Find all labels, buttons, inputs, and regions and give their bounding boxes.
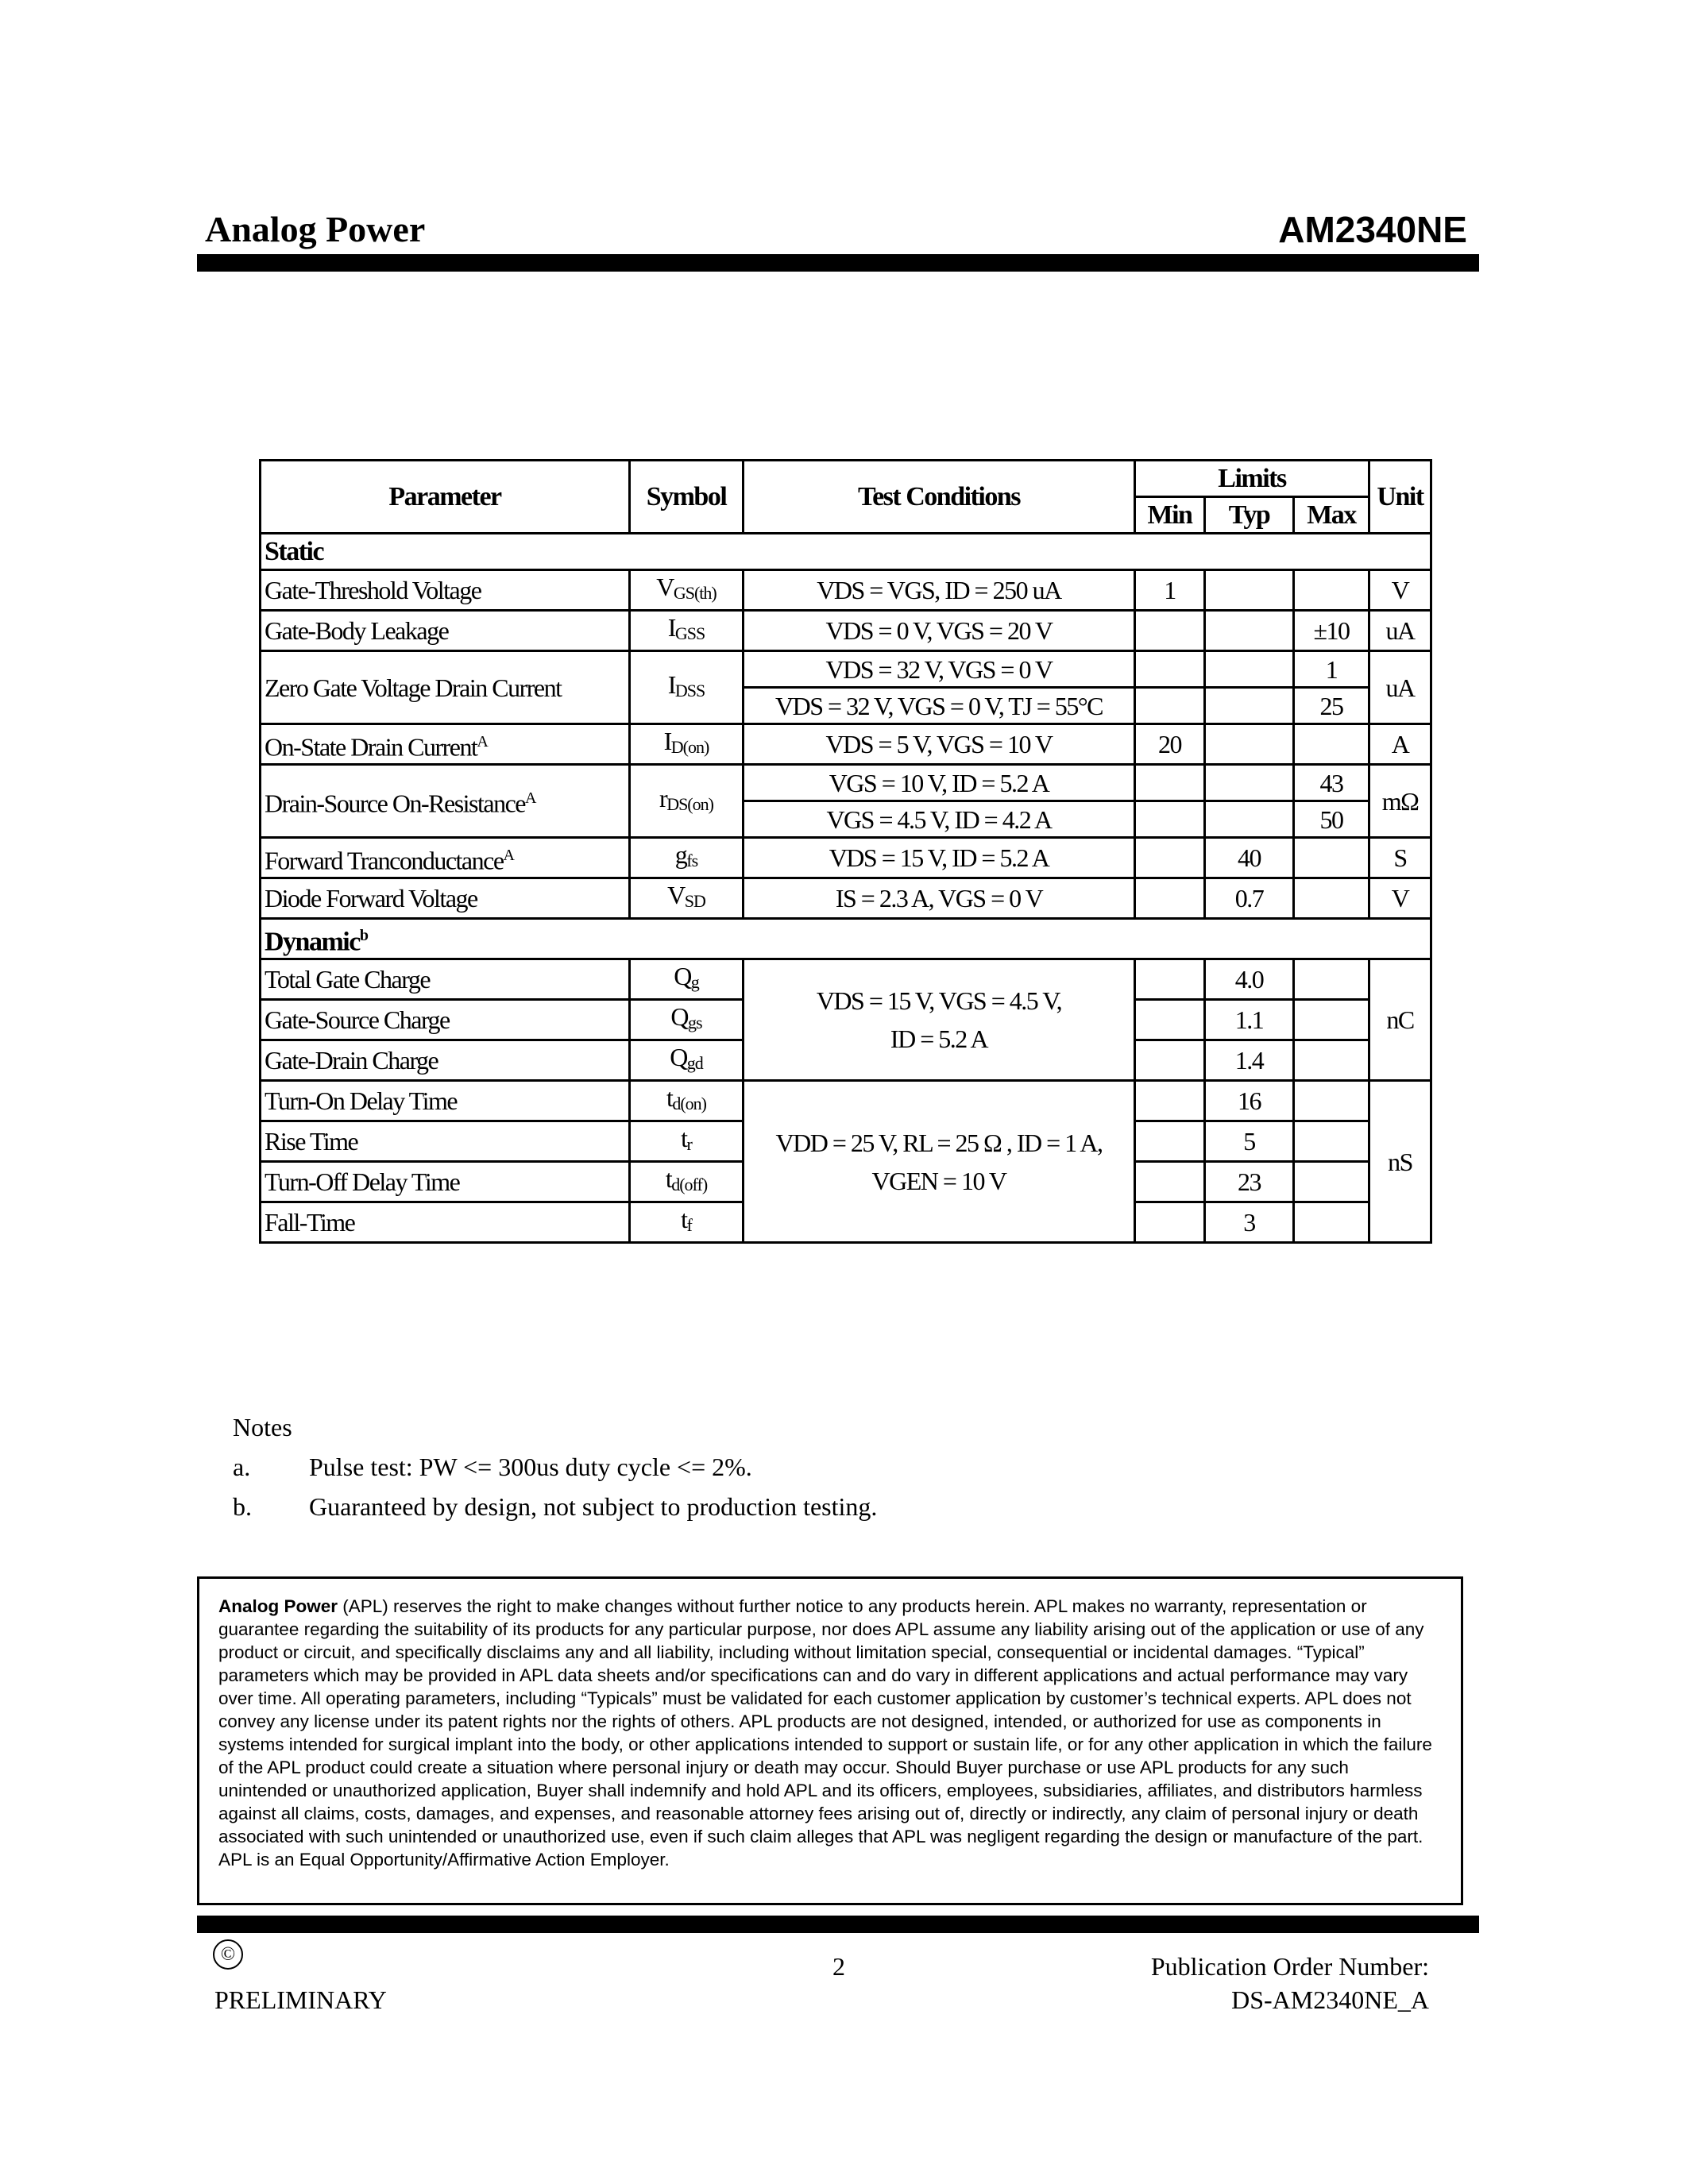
- table-row: [261, 765, 1431, 801]
- unit-cell: nS: [1369, 1081, 1431, 1243]
- section-static: [261, 534, 1431, 570]
- typ-cell: [1205, 570, 1294, 611]
- unit-cell: uA: [1369, 611, 1431, 651]
- page-number: 2: [832, 1952, 845, 1981]
- min-cell: [1135, 838, 1205, 878]
- condition-cell: VGS = 10 V, ID = 5.2 A: [744, 765, 1135, 801]
- max-cell: [1294, 570, 1369, 611]
- condition-cell: VDS = 5 V, VGS = 10 V: [744, 724, 1135, 765]
- param-cell: Total Gate Charge: [261, 959, 630, 1000]
- header-typ: Typ: [1205, 497, 1294, 534]
- table-row: [261, 570, 1431, 611]
- symbol-cell: $t_r$: [630, 1121, 744, 1162]
- symbol-cell: $I_{D(on)}$: [630, 724, 744, 765]
- min-cell: 20: [1135, 724, 1205, 765]
- max-cell: 43: [1294, 765, 1369, 801]
- max-cell: [1294, 1040, 1369, 1081]
- max-cell: [1294, 878, 1369, 919]
- unit-cell: S: [1369, 838, 1431, 878]
- unit-cell: A: [1369, 724, 1431, 765]
- typ-cell: [1205, 651, 1294, 688]
- typ-cell: 1.4: [1205, 1040, 1294, 1081]
- typ-cell: 0.7: [1205, 878, 1294, 919]
- symbol-cell: $t_f$: [630, 1202, 744, 1243]
- section-label: Dynamic$^b$: [261, 919, 1431, 959]
- condition-cell: VDS = 32 V, VGS = 0 V: [744, 651, 1135, 688]
- notes-title: Notes: [233, 1413, 292, 1441]
- max-cell: [1294, 1202, 1369, 1243]
- max-cell: [1294, 838, 1369, 878]
- min-cell: [1135, 1040, 1205, 1081]
- max-cell: [1294, 959, 1369, 1000]
- notes-section: [233, 1407, 877, 1526]
- condition-cell: VDS = VGS, ID = 250 uA: [744, 570, 1135, 611]
- header-rule: [197, 254, 1479, 272]
- unit-cell: mΩ: [1369, 765, 1431, 838]
- symbol-cell: $V_{SD}$: [630, 878, 744, 919]
- param-cell: Forward Tranconductance$^A$: [261, 838, 630, 878]
- condition-cell: VDD = 25 V, RL = 25 Ω , ID = 1 A, VGEN = 10 V: [744, 1081, 1135, 1243]
- footer-rule: [197, 1916, 1479, 1933]
- note-label: b.: [233, 1492, 252, 1521]
- table-row: [261, 651, 1431, 688]
- header-test-conditions: Test Conditions: [744, 461, 1135, 534]
- min-cell: [1135, 1202, 1205, 1243]
- max-cell: [1294, 1121, 1369, 1162]
- section-label: Static: [261, 534, 1431, 570]
- typ-cell: [1205, 611, 1294, 651]
- symbol-cell: $V_{GS(th)}$: [630, 570, 744, 611]
- min-cell: [1135, 611, 1205, 651]
- table-row: [261, 611, 1431, 651]
- table-row: [261, 724, 1431, 765]
- table-row: [261, 878, 1431, 919]
- typ-cell: 5: [1205, 1121, 1294, 1162]
- disclaimer-lead: Analog Power: [218, 1596, 338, 1616]
- condition-cell: IS = 2.3 A, VGS = 0 V: [744, 878, 1135, 919]
- symbol-cell: $g_{fs}$: [630, 838, 744, 878]
- max-cell: [1294, 1081, 1369, 1121]
- min-cell: [1135, 801, 1205, 838]
- typ-cell: 40: [1205, 838, 1294, 878]
- max-cell: [1294, 1162, 1369, 1202]
- symbol-cell: $t_{d(on)}$: [630, 1081, 744, 1121]
- param-cell: Gate-Drain Charge: [261, 1040, 630, 1081]
- symbol-cell: $Q_{gs}$: [630, 1000, 744, 1040]
- publication-label: Publication Order Number:: [1150, 1952, 1429, 1981]
- note-text: Guaranteed by design, not subject to production testing.: [309, 1492, 878, 1521]
- condition-cell: VDS = 15 V, ID = 5.2 A: [744, 838, 1135, 878]
- header-limits: Limits: [1135, 461, 1369, 497]
- symbol-cell: $t_{d(off)}$: [630, 1162, 744, 1202]
- unit-cell: V: [1369, 570, 1431, 611]
- symbol-cell: $Q_g$: [630, 959, 744, 1000]
- param-cell: Zero Gate Voltage Drain Current: [261, 651, 630, 724]
- param-cell: Turn-On Delay Time: [261, 1081, 630, 1121]
- typ-cell: 16: [1205, 1081, 1294, 1121]
- param-cell: Diode Forward Voltage: [261, 878, 630, 919]
- param-cell: Turn-Off Delay Time: [261, 1162, 630, 1202]
- table-row: [261, 838, 1431, 878]
- param-cell: Fall-Time: [261, 1202, 630, 1243]
- param-cell: Gate-Body Leakage: [261, 611, 630, 651]
- max-cell: [1294, 724, 1369, 765]
- header-min: Min: [1135, 497, 1205, 534]
- typ-cell: 1.1: [1205, 1000, 1294, 1040]
- min-cell: [1135, 765, 1205, 801]
- disclaimer-box: [197, 1576, 1463, 1905]
- symbol-cell: $r_{DS(on)}$: [630, 765, 744, 838]
- typ-cell: [1205, 724, 1294, 765]
- max-cell: [1294, 1000, 1369, 1040]
- typ-cell: 23: [1205, 1162, 1294, 1202]
- max-cell: 25: [1294, 688, 1369, 724]
- min-cell: [1135, 1121, 1205, 1162]
- table-row: [261, 1081, 1431, 1121]
- param-cell: Gate-Source Charge: [261, 1000, 630, 1040]
- copyright-icon: ©: [213, 1939, 243, 1970]
- symbol-cell: $Q_{gd}$: [630, 1040, 744, 1081]
- min-cell: [1135, 959, 1205, 1000]
- typ-cell: 4.0: [1205, 959, 1294, 1000]
- param-cell: Drain-Source On-Resistance$^A$: [261, 765, 630, 838]
- min-cell: [1135, 651, 1205, 688]
- min-cell: [1135, 1000, 1205, 1040]
- min-cell: [1135, 1162, 1205, 1202]
- condition-cell: VDS = 32 V, VGS = 0 V, TJ = 55°C: [744, 688, 1135, 724]
- min-cell: [1135, 878, 1205, 919]
- max-cell: 50: [1294, 801, 1369, 838]
- publication-number: DS-AM2340NE_A: [1231, 1985, 1429, 2014]
- typ-cell: [1205, 801, 1294, 838]
- min-cell: 1: [1135, 570, 1205, 611]
- unit-cell: V: [1369, 878, 1431, 919]
- section-dynamic: [261, 919, 1431, 959]
- header-symbol: Symbol: [630, 461, 744, 534]
- param-cell: Rise Time: [261, 1121, 630, 1162]
- typ-cell: 3: [1205, 1202, 1294, 1243]
- brand-title: Analog Power: [205, 209, 426, 249]
- header-parameter: Parameter: [261, 461, 630, 534]
- condition-cell: VDS = 0 V, VGS = 20 V: [744, 611, 1135, 651]
- typ-cell: [1205, 688, 1294, 724]
- typ-cell: [1205, 765, 1294, 801]
- header-max: Max: [1294, 497, 1369, 534]
- min-cell: [1135, 688, 1205, 724]
- param-cell: Gate-Threshold Voltage: [261, 570, 630, 611]
- part-number: AM2340NE: [1278, 209, 1467, 250]
- min-cell: [1135, 1081, 1205, 1121]
- header-unit: Unit: [1369, 461, 1431, 534]
- unit-cell: nC: [1369, 959, 1431, 1081]
- max-cell: 1: [1294, 651, 1369, 688]
- max-cell: ±10: [1294, 611, 1369, 651]
- symbol-cell: $I_{GSS}$: [630, 611, 744, 651]
- condition-cell: VDS = 15 V, VGS = 4.5 V, ID = 5.2 A: [744, 959, 1135, 1081]
- note-text: Pulse test: PW <= 300us duty cycle <= 2%.: [309, 1453, 752, 1481]
- specifications-table: [259, 459, 1432, 1244]
- unit-cell: uA: [1369, 651, 1431, 724]
- param-cell: On-State Drain Current$^A$: [261, 724, 630, 765]
- status-label: PRELIMINARY: [214, 1985, 387, 2014]
- note-item: [233, 1487, 877, 1526]
- disclaimer-text: (APL) reserves the right to make changes without further notice to any products herein. APL makes no warranty, representation or guarantee regarding the suitability of its products for any particular purpose, nor does APL assume any liability arising out of the application or use of any product or circuit, and specifically disclaims any and all liability, including without limitation special, consequential or incidental damages. “Typical” parameters which may be provided in APL data sheets and/or specifications can and do vary in different applications and actual performance may vary over time. All operating parameters, including “Typicals” must be validated for each customer application by customer’s technical experts. APL does not convey any license under its patent rights nor the rights of others. APL products are not designed, intended, or authorized for use as components in systems intended for surgical implant into the body, or other applications intended to support or sustain life, or for any other application in which the failure of the APL product could create a situation where personal injury or death may occur. Should Buyer purchase or use APL products for any such unintended or unauthorized application, Buyer shall indemnify and hold APL and its officers, employees, subsidiaries, affiliates, and distributors harmless against all claims, costs, damages, and expenses, and reasonable attorney fees arising out of, directly or indirectly, any claim of personal injury or death associated with such unintended or unauthorized use, even if such claim alleges that APL was negligent regarding the design or manufacture of the part. APL is an Equal Opportunity/Affirmative Action Employer.: [218, 1596, 1432, 1870]
- note-item: [233, 1447, 877, 1487]
- symbol-cell: $I_{DSS}$: [630, 651, 744, 724]
- note-label: a.: [233, 1453, 251, 1481]
- condition-cell: VGS = 4.5 V, ID = 4.2 A: [744, 801, 1135, 838]
- table-row: [261, 959, 1431, 1000]
